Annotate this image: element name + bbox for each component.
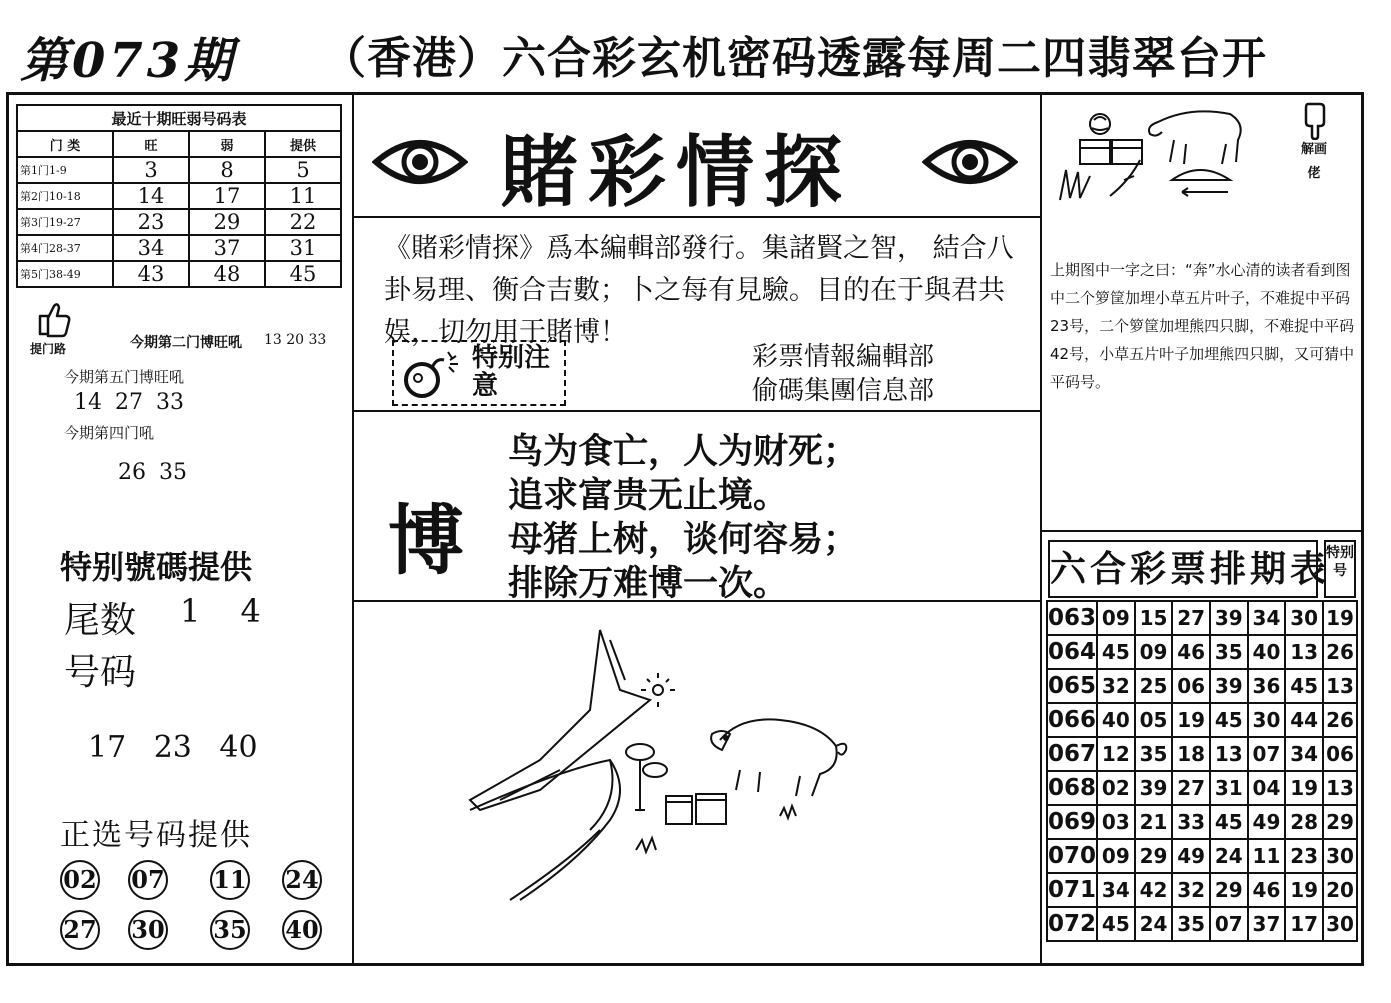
number-ball: 40 (282, 910, 322, 950)
number-cell: 23 (1285, 839, 1323, 873)
schedule-row (1047, 873, 1357, 907)
number-cell: 07 (1248, 737, 1286, 771)
number-ball: 02 (60, 860, 100, 900)
number-cell: 05 (1135, 703, 1173, 737)
number-cell: 45 (1210, 703, 1248, 737)
number-cell: 40 (1248, 635, 1286, 669)
issue-cell: 070 (1047, 839, 1097, 873)
schedule-row (1047, 601, 1357, 635)
issue-cell: 068 (1047, 771, 1097, 805)
number-ball: 24 (282, 860, 322, 900)
number-cell: 24 (1210, 839, 1248, 873)
schedule-row (1047, 669, 1357, 703)
special-number-cell: 06 (1323, 737, 1357, 771)
table-caption: 最近十期旺弱号码表 (17, 105, 341, 131)
number-cell: 40 (1097, 703, 1135, 737)
number-cell: 04 (1248, 771, 1286, 805)
number-cell: 09 (1097, 601, 1135, 635)
number-cell: 12 (1097, 737, 1135, 771)
number-cell: 45 (1097, 635, 1135, 669)
number-cell: 35 (1172, 907, 1210, 941)
number-ball: 35 (210, 910, 250, 950)
number-cell: 18 (1172, 737, 1210, 771)
special-nums: 17 23 40 (88, 730, 258, 765)
number-ball: 07 (128, 860, 168, 900)
special-number-cell: 19 (1323, 601, 1357, 635)
number-cell: 49 (1172, 839, 1210, 873)
issue-cell: 063 (1047, 601, 1097, 635)
riddle-hint-label: 解画佬 (1300, 142, 1327, 181)
poem-line: 排除万难博一次。 (508, 564, 789, 604)
tail-nums: 1 4 (180, 592, 261, 630)
schedule-title: 六合彩票排期表 (1048, 540, 1318, 598)
poem-line: 追求富贵无止境。 (508, 476, 789, 516)
number-cell: 25 (1135, 669, 1173, 703)
pointing-hand-icon (1300, 100, 1330, 140)
number-cell: 33 (1172, 805, 1210, 839)
number-cell: 36 (1248, 669, 1286, 703)
number-cell: 34 (1248, 601, 1286, 635)
schedule-row (1047, 703, 1357, 737)
issue-cell: 069 (1047, 805, 1097, 839)
number-cell: 03 (1097, 805, 1135, 839)
table-row: 第3门19-27 23 29 22 (17, 209, 341, 235)
tail-label: 尾数 (64, 600, 137, 641)
schedule-row (1047, 805, 1357, 839)
number-ball: 27 (60, 910, 100, 950)
number-cell: 46 (1172, 635, 1210, 669)
divider (354, 410, 1040, 412)
number-cell: 49 (1248, 805, 1286, 839)
num-label: 号码 (64, 652, 137, 693)
number-ball: 11 (210, 860, 250, 900)
schedule-row (1047, 771, 1357, 805)
hint-line-1-nums: 13 20 33 (264, 332, 327, 348)
number-cell: 30 (1285, 601, 1323, 635)
number-cell: 32 (1097, 669, 1135, 703)
schedule-row (1047, 635, 1357, 669)
col-header: 弱 (189, 131, 265, 157)
bomb-icon (398, 348, 464, 400)
number-cell: 45 (1285, 669, 1323, 703)
number-cell: 13 (1285, 635, 1323, 669)
number-cell: 34 (1285, 737, 1323, 771)
special-number-cell: 13 (1323, 771, 1357, 805)
notice-text: 特别注意 (472, 343, 551, 401)
selected-title: 正选号码提供 (60, 818, 252, 853)
number-cell: 11 (1248, 839, 1286, 873)
page-title: （香港）六合彩玄机密码透露每周二四翡翠台开 (322, 33, 1267, 84)
number-cell: 37 (1248, 907, 1286, 941)
issue-cell: 064 (1047, 635, 1097, 669)
number-cell: 46 (1248, 873, 1286, 907)
number-cell: 45 (1210, 805, 1248, 839)
hint-line-2-label: 今期第五门博旺吼 (64, 368, 185, 386)
number-cell: 29 (1135, 839, 1173, 873)
special-number-cell: 20 (1323, 873, 1357, 907)
special-number-cell: 26 (1323, 635, 1357, 669)
table-row: 第1门1-9 3 8 5 (17, 157, 341, 183)
eye-icon (372, 130, 468, 194)
number-cell: 35 (1135, 737, 1173, 771)
special-title: 特别號碼提供 (60, 548, 253, 586)
table-row: 第4门28-37 34 37 31 (17, 235, 341, 261)
number-cell: 27 (1172, 771, 1210, 805)
number-cell: 32 (1172, 873, 1210, 907)
number-cell: 19 (1285, 873, 1323, 907)
schedule-row (1047, 907, 1357, 941)
schedule-row (1047, 839, 1357, 873)
number-cell: 02 (1097, 771, 1135, 805)
department-1: 彩票情報編輯部 (752, 342, 935, 372)
number-cell: 30 (1248, 703, 1286, 737)
poem-line: 鸟为食亡，人为财死； (508, 432, 859, 472)
number-cell: 17 (1285, 907, 1323, 941)
col-header: 门 类 (17, 131, 113, 157)
tip-label: 提门路 (30, 342, 67, 356)
number-cell: 42 (1135, 873, 1173, 907)
schedule-row (1047, 737, 1357, 771)
issue-cell: 067 (1047, 737, 1097, 771)
number-cell: 34 (1097, 873, 1135, 907)
special-number-cell: 30 (1323, 907, 1357, 941)
issue-cell: 066 (1047, 703, 1097, 737)
number-cell: 09 (1135, 635, 1173, 669)
number-cell: 45 (1097, 907, 1135, 941)
table-row: 第2门10-18 14 17 11 (17, 183, 341, 209)
number-cell: 21 (1135, 805, 1173, 839)
special-number-cell: 26 (1323, 703, 1357, 737)
poem (508, 430, 858, 606)
number-cell: 19 (1172, 703, 1210, 737)
divider (1040, 530, 1362, 532)
special-number-header: 特别号 (1324, 540, 1356, 598)
hint-line-3-nums: 26 35 (118, 460, 187, 485)
thumbs-up-icon (32, 298, 72, 338)
special-number-cell: 13 (1323, 669, 1357, 703)
number-cell: 13 (1210, 737, 1248, 771)
number-cell: 31 (1210, 771, 1248, 805)
number-cell: 07 (1210, 907, 1248, 941)
special-number-cell: 29 (1323, 805, 1357, 839)
riddle-illustration (440, 620, 870, 910)
special-number-cell: 30 (1323, 839, 1357, 873)
issue-cell: 065 (1047, 669, 1097, 703)
bo-character: 博 (388, 496, 464, 585)
number-cell: 39 (1210, 601, 1248, 635)
number-cell: 24 (1135, 907, 1173, 941)
hint-line-3-label: 今期第四门吼 (64, 424, 155, 442)
number-cell: 15 (1135, 601, 1173, 635)
issue-cell: 072 (1047, 907, 1097, 941)
magazine-logo: 賭彩情探 (500, 127, 853, 218)
number-cell: 19 (1285, 771, 1323, 805)
draw-schedule-table (1046, 600, 1358, 942)
department-2: 偷碼集團信息部 (752, 376, 935, 406)
number-cell: 27 (1172, 601, 1210, 635)
issue-cell: 071 (1047, 873, 1097, 907)
number-cell: 28 (1285, 805, 1323, 839)
riddle-text: 上期图中一字之曰：“奔”水心清的读者看到图中二个箩筐加埋小草五片叶子，不难捉中平码23号，二个箩筐加埋熊四只脚，不难捉中平码42号，小草五片叶子加埋熊四只脚，又可猜中平码号。 (1050, 261, 1355, 391)
number-ball: 30 (128, 910, 168, 950)
number-cell: 09 (1097, 839, 1135, 873)
eye-icon (922, 130, 1018, 194)
number-cell: 39 (1210, 669, 1248, 703)
poem-line: 母猪上树，谈何容易； (508, 520, 859, 560)
intro-text: 《賭彩情探》爲本編輯部發行。集諸賢之智， 結合八卦易理、衡合吉數；卜之每有見驗。目的在于與君共娱，切勿用于賭博！ (384, 233, 1014, 348)
hint-line-1-label: 今期第二门博旺吼 (130, 335, 242, 351)
number-cell: 06 (1172, 669, 1210, 703)
table-row: 第5门38-49 43 48 45 (17, 261, 341, 287)
hint-line-2-nums: 14 27 33 (74, 390, 184, 415)
riddle-picture (1050, 100, 1290, 210)
col-header: 提供 (265, 131, 341, 157)
issue-number: 第073期 (20, 33, 237, 89)
number-cell: 44 (1285, 703, 1323, 737)
number-cell: 29 (1210, 873, 1248, 907)
number-cell: 39 (1135, 771, 1173, 805)
number-cell: 35 (1210, 635, 1248, 669)
recent-ten-periods-table (16, 104, 342, 288)
col-header: 旺 (113, 131, 189, 157)
